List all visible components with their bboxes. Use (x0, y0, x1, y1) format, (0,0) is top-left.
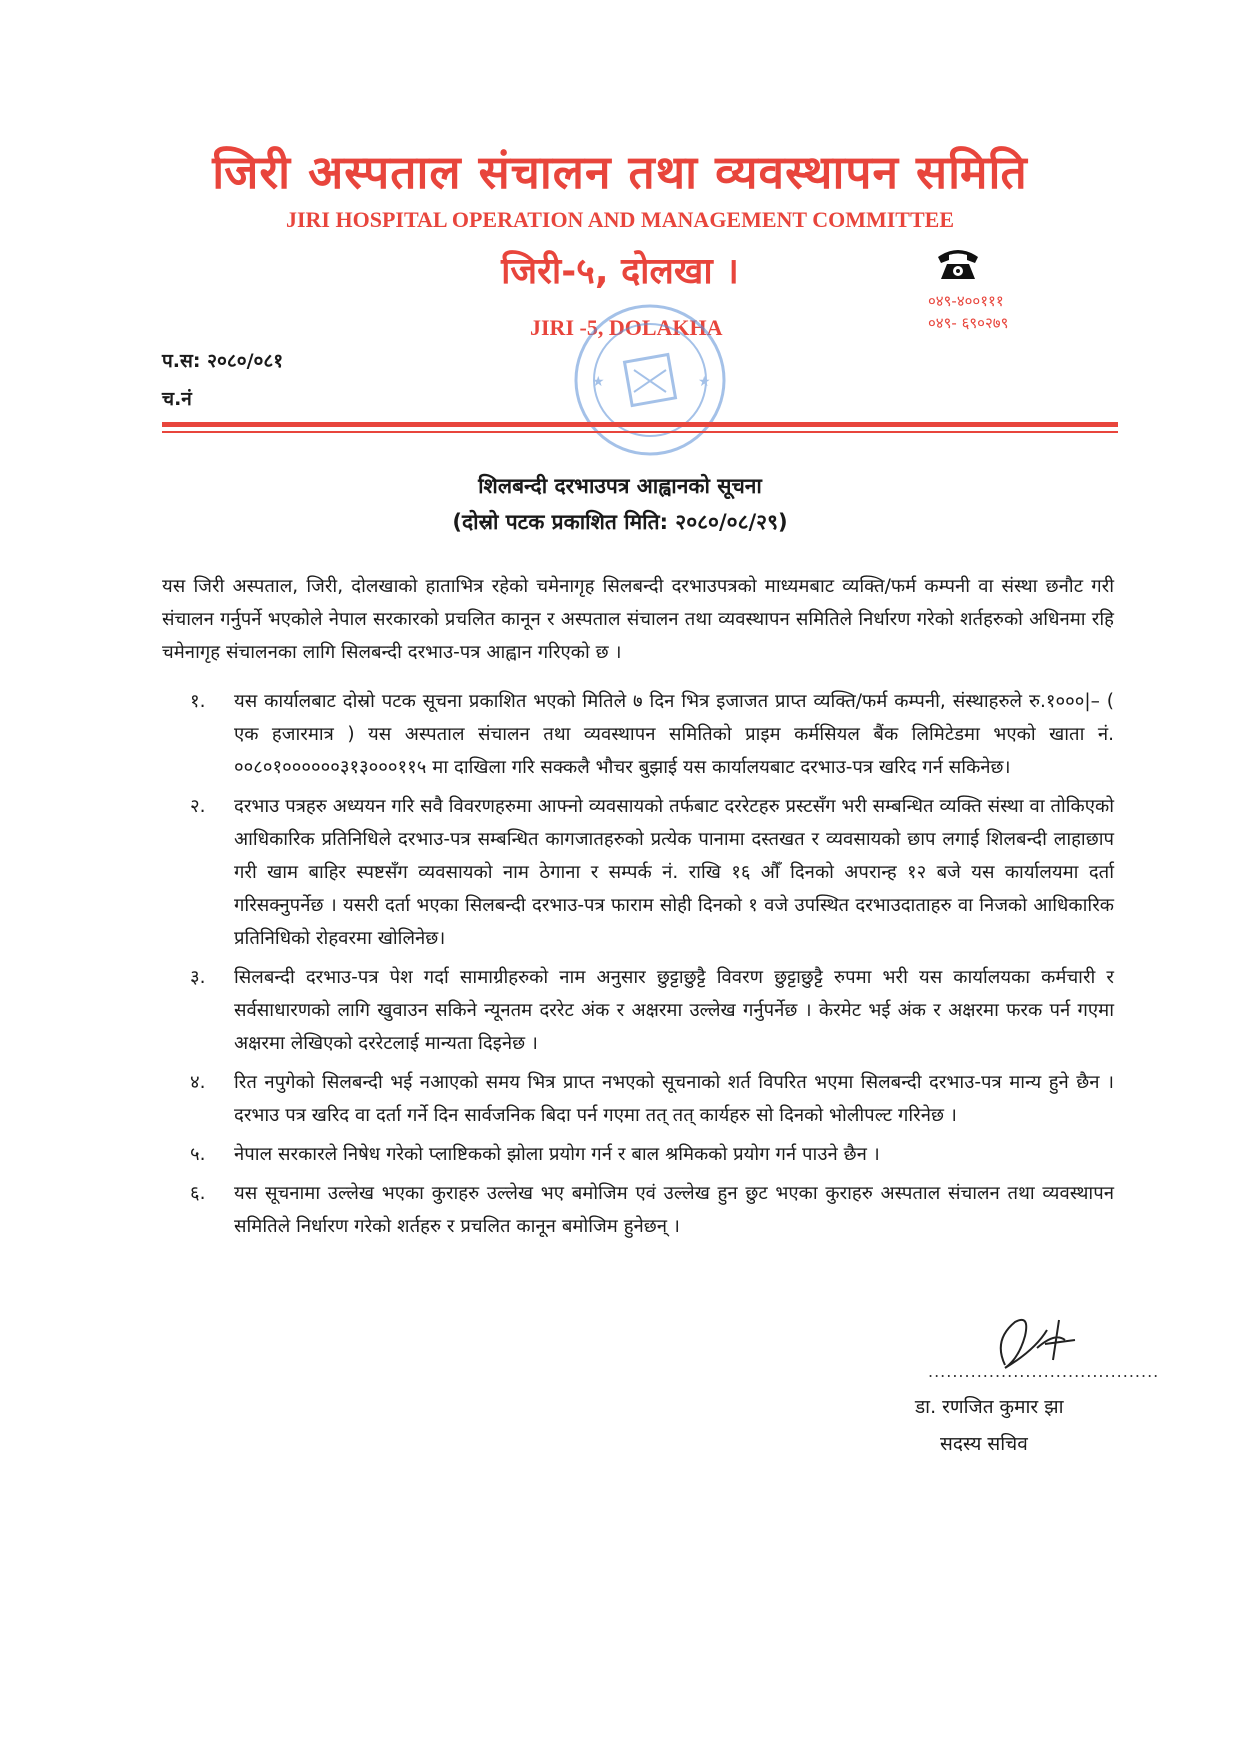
item-text: रित नपुगेको सिलबन्दी भई नआएको समय भित्र प्राप्त नभएको सूचनाको शर्त विपरित भएमा सिलबन्दी दरभाउ-पत्र मान्य हुने छैन । दरभाउ पत्र खरिद वा दर्ता गर्ने दिन सार्वजनिक बिदा पर्न गएमा तत् तत् कार्यहरु सो दिनको भोलीपल्ट गरिनेछ । (234, 1072, 1114, 1126)
list-item (162, 1177, 1114, 1243)
svg-text:★: ★ (592, 374, 605, 390)
header-divider (162, 422, 1118, 427)
address-english: JIRI -5, DOLAKHA (530, 315, 723, 340)
phone-numbers (928, 290, 1008, 334)
item-number: ४. (190, 1072, 206, 1093)
item-number: १. (190, 691, 206, 712)
notice-subtitle: (दोस्रो पटक प्रकाशित मिति: २०८०/०८/२९) (452, 510, 788, 534)
notice-title: शिलबन्दी दरभाउपत्र आह्वानको सूचना (478, 474, 762, 498)
list-item (162, 1138, 1114, 1171)
telephone-icon (935, 245, 981, 281)
item-number: ५. (190, 1144, 206, 1165)
list-item (162, 961, 1114, 1060)
item-text: दरभाउ पत्रहरु अध्ययन गरि सवै विवरणहरुमा आफ्नो व्यवसायको तर्फबाट दररेटहरु प्रस्टसँग भरी सम्बन्धित व्यक्ति संस्था वा तोकिएको आधिकारिक प्रतिनिधिले दरभाउ-पत्र सम्बन्धित कागजातहरुको प्रत्येक पानामा दस्तखत र व्यवसायको छाप लगाई शिलबन्दी लाहाछाप गरी खाम बाहिर स्पष्टसँग व्यवसायको नाम ठेगाना र सम्पर्क नं. राखि १६ औँ दिनको अपरान्ह १२ बजे यस कार्यालयमा दर्ता गरिसक्नुपर्नेछ । यसरी दर्ता भएका सिलबन्दी दरभाउ-पत्र फाराम सोही दिनको १ वजे उपस्थित दरभाउदाताहरु वा निजको आधिकारिक प्रतिनिधिको रोहवरमा खोलिनेछ। (234, 796, 1114, 949)
phone-number: ०४९- ६९०२७९ (928, 314, 1009, 332)
item-number: ३. (190, 967, 206, 988)
intro-paragraph: यस जिरी अस्पताल, जिरी, दोलखाको हाताभित्र रहेको चमेनागृह सिलबन्दी दरभाउपत्रको माध्यमबाट व्यक्ति/फर्म कम्पनी वा संस्था छनौट गरी संचालन गर्नुपर्ने भएकोले नेपाल सरकारको प्रचलित कानून र अस्पताल संचालन तथा व्यवस्थापन समितिले निर्धारण गरेको शर्तहरुको अधिनमा रहि चमेनागृह संचालनका लागि सिलबन्दी दरभाउ-पत्र आह्वान गरिएको छ । (162, 576, 1114, 663)
reference-block (162, 342, 283, 418)
item-number: २. (190, 796, 206, 817)
list-item (162, 1066, 1114, 1132)
dispatch-number: च.नं (162, 388, 192, 410)
item-text: नेपाल सरकारले निषेध गरेको प्लाष्टिकको झोला प्रयोग गर्न र बाल श्रमिकको प्रयोग गर्न पाउने छैन । (234, 1144, 880, 1165)
item-number: ६. (190, 1183, 206, 1204)
item-text: यस कार्यालबाट दोस्रो पटक सूचना प्रकाशित भएको मितिले ७ दिन भित्र इजाजत प्राप्त व्यक्ति/फर्म कम्पनी, संस्थाहरुले रु.१०००|– ( एक हजारमात्र ) यस अस्पताल संचालन तथा व्यवस्थापन समितिको प्राइम कर्मसियल बैंक लिमिटेडमा भएको खाता नं. ००८०१००००००३१३०००११५ मा दाखिला गरि सक्कलै भौचर बुझाई यस कार्यालयबाट दरभाउ-पत्र खरिद गर्न सकिनेछ। (234, 691, 1114, 778)
item-text: यस सूचनामा उल्लेख भएका कुराहरु उल्लेख भए बमोजिम एवं उल्लेख हुन छुट भएका कुराहरु अस्पताल संचालन तथा व्यवस्थापन समितिले निर्धारण गरेको शर्तहरु र प्रचलित कानून बमोजिम हुनेछन् । (234, 1183, 1114, 1237)
org-title-nepali: जिरी अस्पताल संचालन तथा व्यवस्थापन समिति (212, 145, 1028, 199)
header-divider-thin (162, 431, 1118, 433)
conditions-list (162, 685, 1114, 1249)
signatory-title: सदस्य सचिव (940, 1433, 1028, 1455)
signatory-name: डा. रणजित कुमार झा (915, 1396, 1064, 1418)
item-text: सिलबन्दी दरभाउ-पत्र पेश गर्दा सामाग्रीहरुको नाम अनुसार छुट्टाछुट्टै विवरण छुट्टाछुट्टै रुपमा भरी यस कार्यालयका कर्मचारी र सर्वसाधारणको लागि खुवाउन सकिने न्यूनतम दररेट अंक र अक्षरमा उल्लेख गर्नुपर्नेछ । केरमेट भई अंक र अक्षरमा फरक पर्न गएमा अक्षरमा लेखिएको दररेटलाई मान्यता दिइनेछ । (234, 967, 1114, 1054)
office-seal-icon (570, 300, 730, 460)
fiscal-year: प.स: २०८०/०८१ (162, 350, 284, 372)
svg-text:★: ★ (698, 374, 711, 390)
signature-line: ...................................... (928, 1362, 1160, 1381)
address-nepali: जिरी-५, दोलखा । (501, 251, 739, 292)
phone-number: ०४९-४००१११ (928, 292, 1004, 310)
list-item (162, 790, 1114, 955)
list-item (162, 685, 1114, 784)
org-title-english: JIRI HOSPITAL OPERATION AND MANAGEMENT COMMITTEE (285, 207, 954, 232)
